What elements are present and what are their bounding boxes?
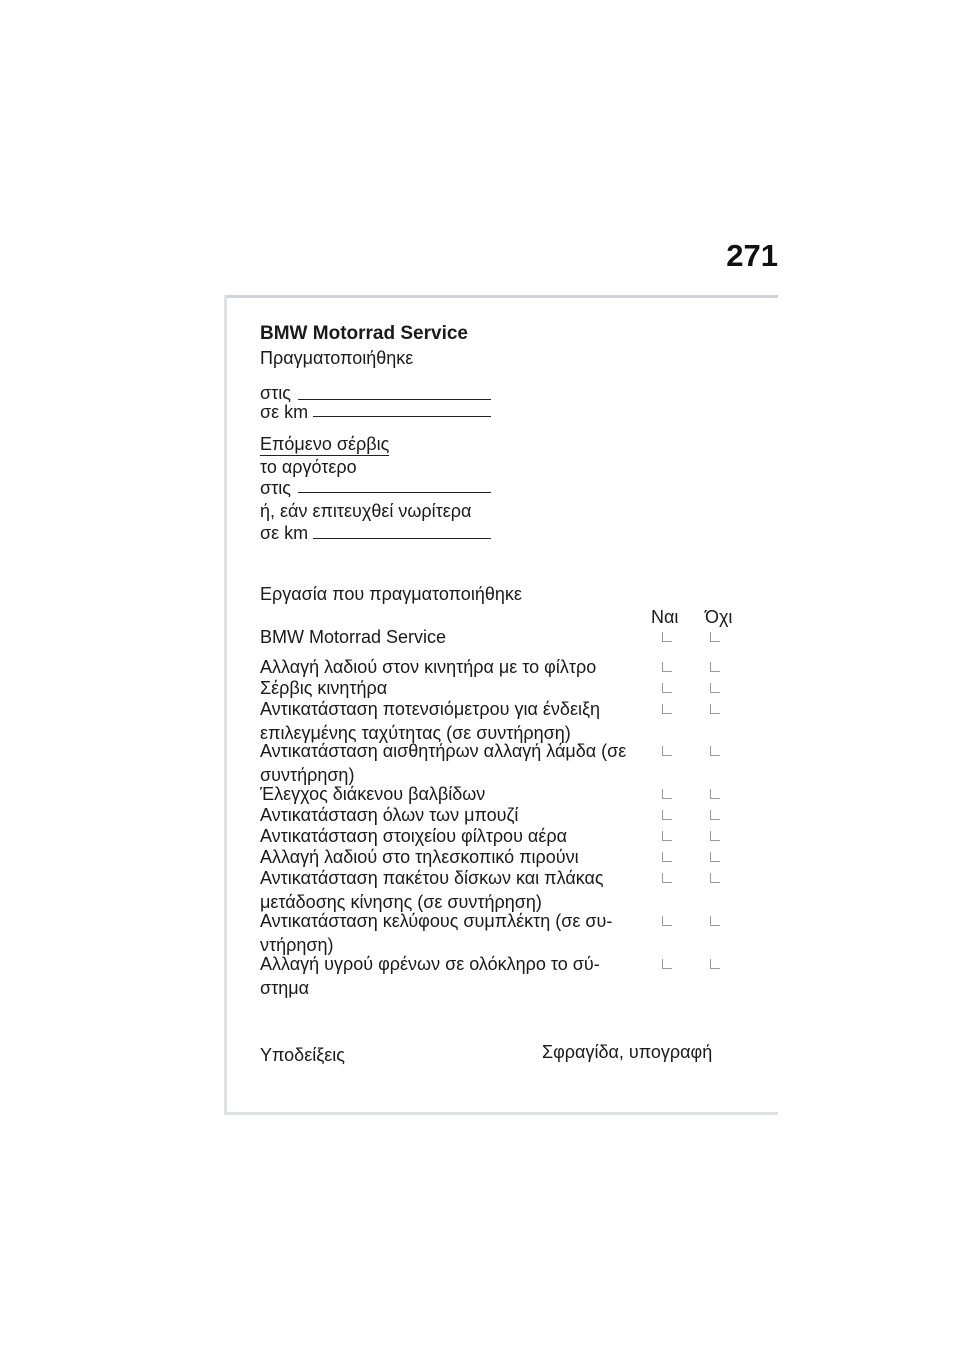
next-service-latest: το αργότερο (260, 457, 357, 477)
work-item-label: Αντικατάσταση όλων των μπουζί (260, 805, 519, 825)
performed-date-line[interactable] (298, 399, 491, 400)
frame-left-rule (224, 295, 227, 1115)
checkbox-no[interactable] (710, 831, 720, 841)
stamp-signature-label: Σφραγίδα, υπογραφή (542, 1042, 713, 1062)
checkbox-yes[interactable] (662, 683, 672, 693)
next-service-km-label: σε km (260, 523, 309, 543)
next-service-date-line[interactable] (298, 492, 491, 493)
work-item-label: Αλλαγή λαδιού στο τηλεσκοπικό πιρούνι (260, 847, 579, 867)
work-item-label: Αντικατάσταση αισθητήρων αλλαγή λάμδα (σε (260, 741, 627, 761)
performed-date-label: στις (260, 383, 291, 403)
checkbox-yes[interactable] (662, 632, 672, 642)
work-item-label-continued: μετάδοσης κίνησης (σε συντήρηση) (260, 892, 542, 912)
column-no-header: Όχι (705, 607, 733, 627)
checkbox-no[interactable] (710, 789, 720, 799)
checkbox-yes[interactable] (662, 916, 672, 926)
checkbox-yes[interactable] (662, 873, 672, 883)
notes-label: Υποδείξεις (260, 1045, 345, 1065)
work-item-label-continued: στημα (260, 978, 310, 998)
work-item-label-continued: επιλεγμένης ταχύτητας (σε συντήρηση) (260, 723, 571, 743)
page-number: 271 (726, 238, 778, 273)
checkbox-no[interactable] (710, 852, 720, 862)
checkbox-no[interactable] (710, 873, 720, 883)
checkbox-no[interactable] (710, 916, 720, 926)
checkbox-no[interactable] (710, 683, 720, 693)
work-item-label: Αλλαγή λαδιού στον κινητήρα με το φίλτρο (260, 657, 597, 677)
checkbox-no[interactable] (710, 746, 720, 756)
work-item-label-continued: ντήρηση) (260, 935, 334, 955)
next-service-heading (260, 433, 389, 455)
frame-bottom-rule (226, 1112, 778, 1115)
checkbox-yes[interactable] (662, 704, 672, 714)
checkbox-no[interactable] (710, 632, 720, 642)
work-item-label: Αντικατάσταση ποτενσιόμετρου για ένδειξη (260, 699, 601, 719)
work-item-label: BMW Motorrad Service (260, 627, 447, 647)
next-service-km-line[interactable] (313, 538, 491, 539)
work-item-label: Αντικατάσταση πακέτου δίσκων και πλάκας (260, 868, 604, 888)
checkbox-yes[interactable] (662, 831, 672, 841)
work-item-label: Αλλαγή υγρού φρένων σε ολόκληρο το σύ- (260, 954, 600, 974)
checkbox-no[interactable] (710, 662, 720, 672)
checkbox-yes[interactable] (662, 662, 672, 672)
work-heading: Εργασία που πραγματοποιήθηκε (260, 584, 522, 604)
work-item-label-continued: συντήρηση) (260, 765, 355, 785)
column-yes-header: Ναι (651, 607, 679, 627)
performed-km-label: σε km (260, 402, 309, 422)
performed-km-line[interactable] (313, 416, 491, 417)
frame-top-rule (226, 295, 778, 298)
checkbox-no[interactable] (710, 959, 720, 969)
next-service-heading-text: Επόμενο σέρβις (260, 434, 390, 454)
next-service-or-earlier: ή, εάν επιτευχθεί νωρίτερα (260, 501, 472, 521)
service-title: BMW Motorrad Service (260, 323, 468, 344)
checkbox-yes[interactable] (662, 810, 672, 820)
checkbox-yes[interactable] (662, 746, 672, 756)
next-service-date-label: στις (260, 478, 291, 498)
work-item-label: Αντικατάσταση κελύφους συμπλέκτη (σε συ- (260, 911, 613, 931)
checkbox-yes[interactable] (662, 852, 672, 862)
work-item-label: Έλεγχος διάκενου βαλβίδων (260, 784, 486, 804)
checkbox-yes[interactable] (662, 959, 672, 969)
work-item-label: Σέρβις κινητήρα (260, 678, 388, 698)
performed-label: Πραγματοποιήθηκε (260, 348, 414, 368)
checkbox-no[interactable] (710, 810, 720, 820)
work-item-label: Αντικατάσταση στοιχείου φίλτρου αέρα (260, 826, 567, 846)
checkbox-yes[interactable] (662, 789, 672, 799)
checkbox-no[interactable] (710, 704, 720, 714)
